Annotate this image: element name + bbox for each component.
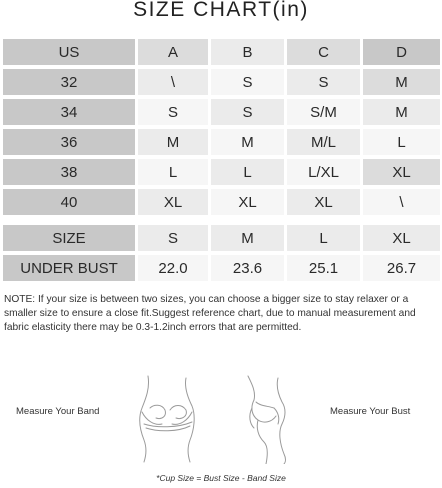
table-cell: L bbox=[287, 225, 360, 251]
table-cell: 36 bbox=[3, 129, 135, 155]
table-cell: 32 bbox=[3, 69, 135, 95]
note-body: If your size is between two sizes, you can choose a bigger size to stay relaxer or a smaller size to ensure a close fit.Suggest reference chart, due to manual measurement and fabric elasticity there may be 0.3-1.2inch errors that are permitted. bbox=[4, 294, 416, 333]
table-row-size bbox=[0, 223, 442, 253]
table-cell: S bbox=[138, 99, 208, 125]
table-cell: M bbox=[138, 129, 208, 155]
table-cell: UNDER BUST bbox=[3, 255, 135, 281]
table-cell: 22.0 bbox=[138, 255, 208, 281]
table-row bbox=[0, 67, 442, 97]
table-cell: L/XL bbox=[287, 159, 360, 185]
table-cell: M bbox=[211, 129, 284, 155]
bust-caption: Measure Your Bust bbox=[330, 406, 411, 417]
note-label: NOTE: bbox=[4, 294, 36, 305]
table-row bbox=[0, 157, 442, 187]
table-cell: XL bbox=[138, 189, 208, 215]
table-row bbox=[0, 187, 442, 217]
table-cell: \ bbox=[363, 189, 440, 215]
table-cell: 26.7 bbox=[363, 255, 440, 281]
table-cell: XL bbox=[211, 189, 284, 215]
table-cell: 34 bbox=[3, 99, 135, 125]
table-row-under-bust bbox=[0, 253, 442, 283]
table-cell: \ bbox=[138, 69, 208, 95]
table-cell: S bbox=[287, 69, 360, 95]
table-row bbox=[0, 127, 442, 157]
table-cell: S bbox=[211, 99, 284, 125]
table-cell: M bbox=[363, 99, 440, 125]
table-cell: S bbox=[211, 69, 284, 95]
chart-title: SIZE CHART(in) bbox=[133, 0, 309, 21]
table-cell: S/M bbox=[287, 99, 360, 125]
table-row bbox=[0, 97, 442, 127]
size-table bbox=[0, 37, 442, 283]
band-caption: Measure Your Band bbox=[16, 406, 100, 417]
table-cell: 25.1 bbox=[287, 255, 360, 281]
bust-measure-figure-icon bbox=[238, 372, 300, 464]
table-cell: 38 bbox=[3, 159, 135, 185]
note-text bbox=[4, 293, 440, 335]
table-cell: US bbox=[3, 39, 135, 65]
table-cell: A bbox=[138, 39, 208, 65]
table-cell: XL bbox=[363, 225, 440, 251]
table-cell: M/L bbox=[287, 129, 360, 155]
table-cell: M bbox=[211, 225, 284, 251]
table-cell: S bbox=[138, 225, 208, 251]
table-cell: SIZE bbox=[3, 225, 135, 251]
table-cell: XL bbox=[363, 159, 440, 185]
band-measure-figure-icon bbox=[132, 372, 204, 464]
table-cell: L bbox=[211, 159, 284, 185]
table-cell: L bbox=[138, 159, 208, 185]
table-cell: L bbox=[363, 129, 440, 155]
table-cell: 23.6 bbox=[211, 255, 284, 281]
table-cell: B bbox=[211, 39, 284, 65]
table-cell: XL bbox=[287, 189, 360, 215]
table-cell: D bbox=[363, 39, 440, 65]
table-cell: 40 bbox=[3, 189, 135, 215]
cup-size-formula: *Cup Size = Bust Size - Band Size bbox=[156, 473, 286, 483]
table-row bbox=[0, 37, 442, 67]
table-cell: M bbox=[363, 69, 440, 95]
table-cell: C bbox=[287, 39, 360, 65]
